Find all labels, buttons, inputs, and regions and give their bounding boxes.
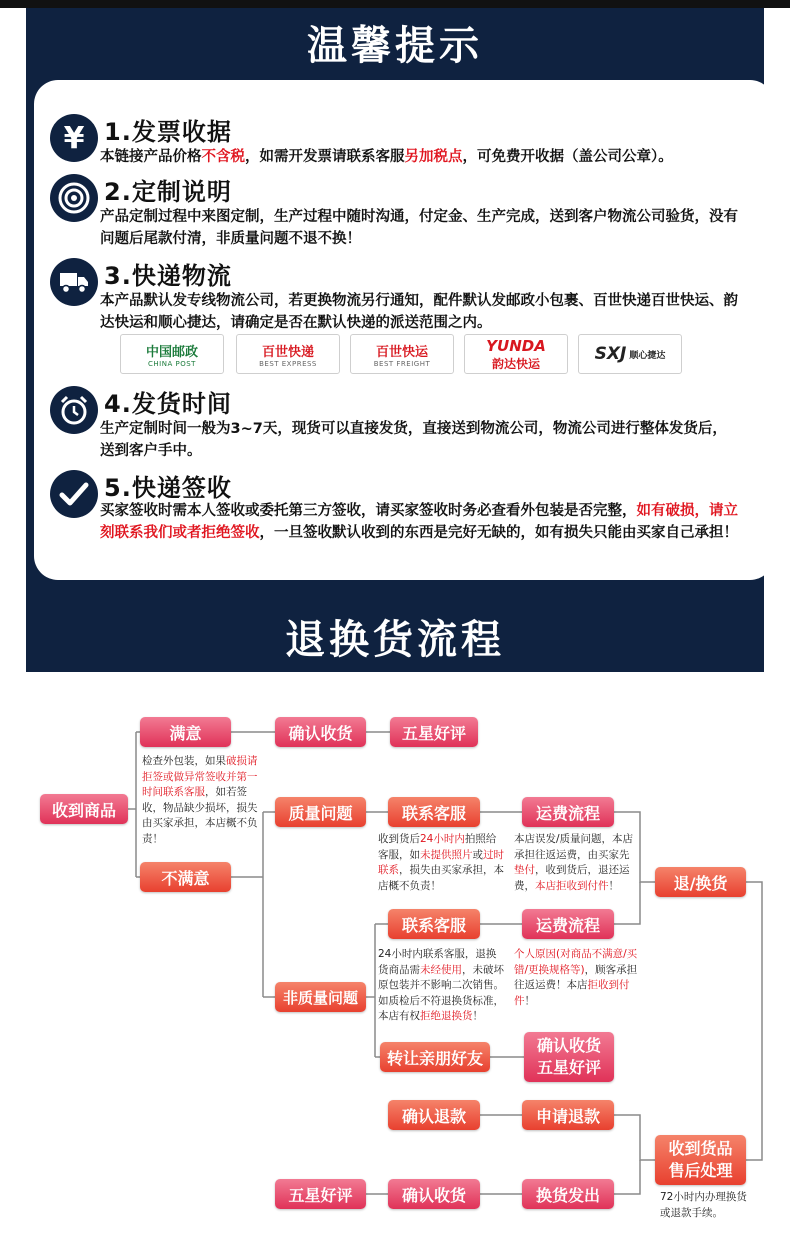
section-title: 4.发货时间: [104, 390, 232, 418]
alarm-clock-icon: [50, 386, 98, 434]
highlight-text: 不含税: [201, 149, 245, 165]
highlight-text: 过时联系: [378, 848, 504, 876]
shunxin-logo: SXJ 顺心捷达: [578, 334, 682, 374]
confirm-receipt-box-3: 确认收货: [388, 1179, 480, 1209]
quality-issue-box: 质量问题: [275, 797, 366, 827]
return-flowchart: [0, 672, 790, 1255]
yunda-logo: YUNDA 韵达快运: [464, 334, 568, 374]
target-icon: [50, 174, 98, 222]
check-icon: [50, 470, 98, 518]
five-star-review-box: 五星好评: [390, 717, 478, 747]
body-text: ，如需开发票请联系客服: [245, 149, 405, 165]
highlight-text: 破损请拒签或做异常签收并第一时间联系客服: [142, 755, 258, 798]
non-quality-note: [378, 947, 504, 1025]
transfer-friends-box: 转让亲朋好友: [380, 1042, 490, 1072]
highlight-text: 未提供照片: [420, 848, 473, 861]
satisfied-box: 满意: [140, 717, 231, 747]
section-title: 5.快递签收: [104, 474, 232, 502]
body-text: ！: [524, 994, 535, 1007]
body-text: 本店误发/质量问题，本店承担往返运费，由买家先: [514, 833, 634, 861]
highlight-text: 另加税点: [404, 149, 463, 165]
return-exchange-box: 退/换货: [655, 867, 746, 897]
confirm-and-review-box: 确认收货 五星好评: [524, 1032, 614, 1082]
body-text: ，未破坏原包装并不影响二次销售。如质检后不符退换货标准，本店有权: [378, 963, 504, 1022]
body-text: ，收到货后，退还运费，: [514, 864, 630, 892]
body-text: ，顾客承担往返运费！本店: [514, 963, 638, 991]
body-text: 或: [472, 848, 483, 861]
body-text: ，一旦签收默认收到的东西是完好无缺的，如有损失只能由买家自己承担！: [259, 525, 738, 541]
contact-service-box: 联系客服: [388, 797, 480, 827]
best-express-logo: 百世快递 BEST EXPRESS: [236, 334, 340, 374]
section-title: 2.定制说明: [104, 178, 232, 206]
shipping-process-box-2: 运费流程: [522, 909, 614, 939]
section-text: [100, 206, 740, 250]
quality-photo-note: [378, 832, 504, 894]
apply-refund-box: 申请退款: [522, 1100, 614, 1130]
non-quality-issue-box: 非质量问题: [275, 982, 366, 1012]
china-post-logo: 中国邮政 CHINA POST: [120, 334, 224, 374]
section-text: [100, 418, 735, 462]
body-text: 本产品默认发专线物流公司，若更换物流另行通知，配件默认发邮政小包裹、百世快递百世快运、韵达快运和顺心捷达，请确定是否在默认快递的派送范围之内。: [100, 293, 738, 331]
section-text: [100, 290, 745, 334]
section-text: [100, 146, 770, 168]
body-text: 24小时内联系客服，退换货商品需: [378, 948, 497, 976]
body-text: 收到货后: [378, 833, 420, 845]
body-text: ，损失由买家承担，本店概不负责！: [378, 864, 504, 892]
after-sales-box: 收到货品 售后处理: [655, 1135, 746, 1185]
top-dark-strip: [0, 0, 790, 8]
tips-title: 温馨提示: [307, 23, 483, 69]
contact-service-box-2: 联系客服: [388, 909, 480, 939]
body-text: ，可免费开收据（盖公司公章）。: [462, 149, 673, 165]
inspect-package-note: [142, 754, 260, 847]
highlight-text: 本店拒收到付件: [535, 879, 609, 892]
confirm-refund-box: 确认退款: [388, 1100, 480, 1130]
body-text: 72小时内办理换货或退款手续。: [660, 1191, 747, 1219]
flow-title: 退换货流程: [285, 617, 505, 663]
seventy-two-hours-note: [660, 1190, 750, 1221]
best-freight-logo: 百世快运 BEST FREIGHT: [350, 334, 454, 374]
body-text: 拍照给客服，如: [378, 833, 497, 861]
five-star-review-box-3: 五星好评: [275, 1179, 366, 1209]
highlight-text: 未经使用: [420, 963, 462, 976]
section-title: 3.快递物流: [104, 262, 232, 290]
highlight-text: 拒绝退换货: [420, 1010, 473, 1022]
highlight-text: 24小时内: [420, 833, 465, 845]
personal-reason-note: [514, 947, 638, 1009]
section-title: 1.发票收据: [104, 118, 232, 146]
body-text: ，如若签收，物品缺少损坏，损失由买家承担，本店概不负责！: [142, 786, 258, 845]
section-text: [100, 500, 745, 544]
highlight-text: 拒收到付件: [514, 979, 630, 1007]
body-text: 产品定制过程中来图定制，生产过程中随时沟通，付定金、生产完成，送到客户物流公司验货，没有问题后尾款付清，非质量问题不退不换！: [100, 209, 738, 247]
truck-icon: [50, 258, 98, 306]
quality-freight-note: [514, 832, 634, 894]
yen-icon: ¥: [50, 114, 98, 162]
received-goods-box: 收到商品: [40, 794, 128, 824]
confirm-receipt-box: 确认收货: [275, 717, 366, 747]
body-text: 买家签收时需本人签收或委托第三方签收，请买家签收时务必查看外包装是否完整，: [100, 503, 637, 519]
body-text: ！: [608, 879, 619, 892]
shipping-process-box: 运费流程: [522, 797, 614, 827]
body-text: ！: [472, 1010, 483, 1022]
body-text: 生产定制时间一般为3~7天，现货可以直接发货，直接送到物流公司，物流公司进行整体发货后，送到客户手中。: [100, 421, 727, 459]
highlight-text: 个人原因(对商品不满意/买错/更换规格等): [514, 948, 638, 976]
exchange-shipped-box: 换货发出: [522, 1179, 614, 1209]
highlight-text: 垫付: [514, 864, 535, 876]
unsatisfied-box: 不满意: [140, 862, 231, 892]
body-text: 本链接产品价格: [100, 149, 202, 165]
highlight-text: 如有破损，请立刻联系我们或者拒绝签收: [100, 503, 738, 541]
body-text: 检查外包装，如果: [142, 755, 226, 767]
